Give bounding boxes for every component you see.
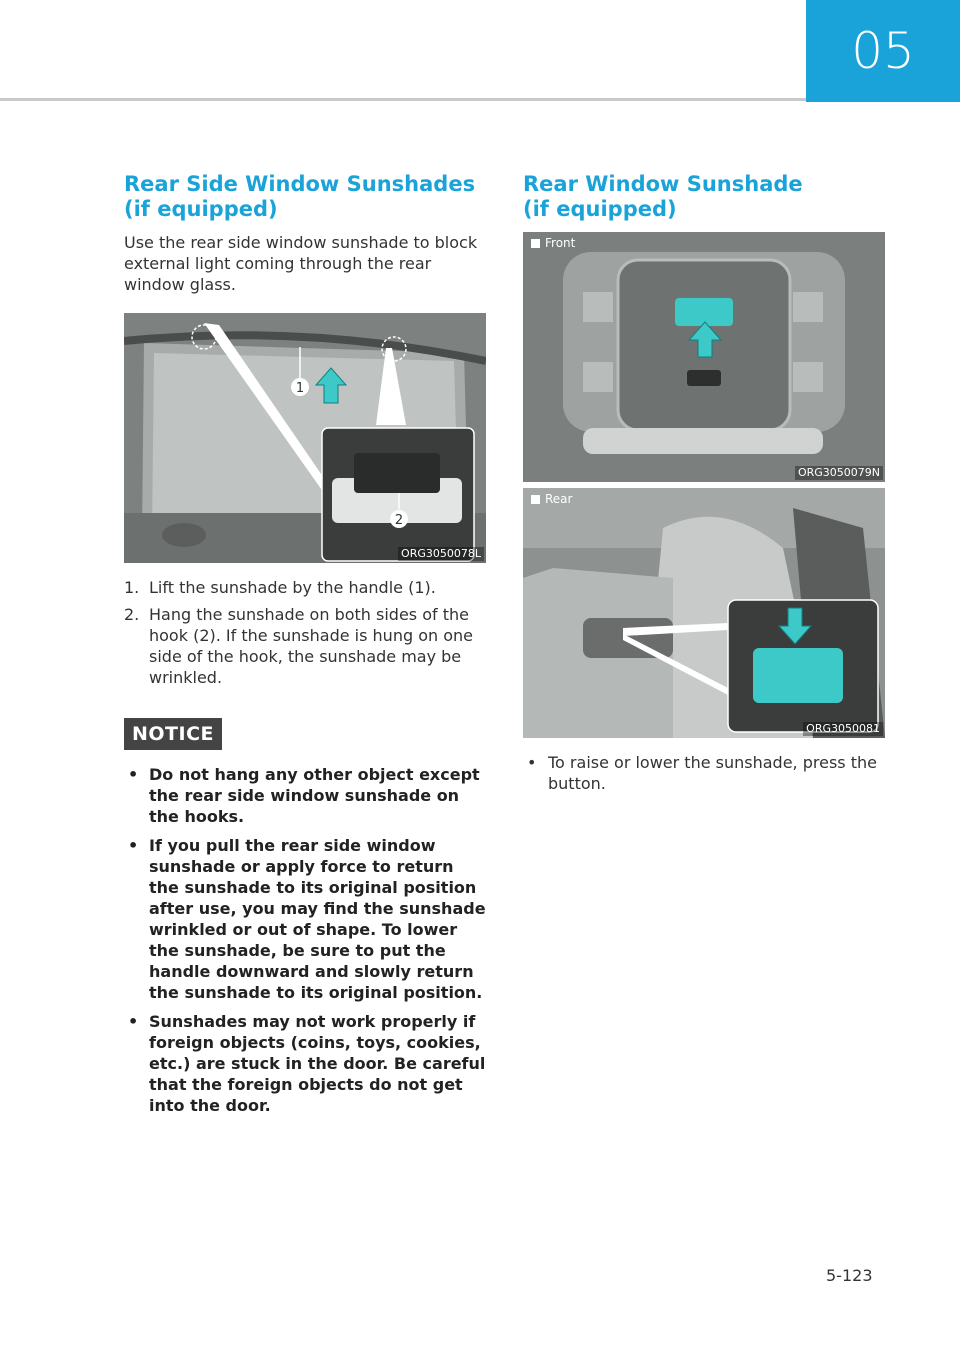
section-title-rear-side-sunshades [124,172,486,222]
section-title-rear-window-sunshade [523,172,885,222]
chapter-tab [806,0,960,102]
notice-text: If you pull the rear side window sunshade or apply force to return the sunshade to its original position after use, you may find the sunshade wrinkled or out of shape. To lower the sunshade, be sure to put the handle downward and slowly return the sunshade to its original position. [149,836,486,1002]
bullet-text: To raise or lower the sunshade, press the button. [548,753,877,793]
page-number: 5-123 [826,1266,873,1285]
list-item [124,835,486,1003]
list-item [124,764,486,827]
notice-text: Do not hang any other object except the rear side window sunshade on the hooks. [149,765,480,826]
notice-text: Sunshades may not work properly if foreign objects (coins, toys, cookies, etc.) are stuck in the door. Be careful that the foreign objects do not get into the door. [149,1012,486,1115]
left-column [124,172,486,1124]
bullet-icon: • [527,753,537,772]
right-column [523,172,885,794]
notice-badge: NOTICE [124,718,222,750]
right-bullet-list [523,752,885,794]
callout-2: 2 [394,513,404,528]
chapter-number: 05 [851,22,915,80]
steps-list [124,577,486,688]
figure-code: ORG3050081 [803,722,883,736]
figure-label-front: Front [531,236,575,250]
figure-rear-seats [523,488,885,738]
list-item [523,752,885,794]
figure-code: ORG3050079N [795,466,883,480]
title-line-2: (if equipped) [523,197,677,221]
list-item [124,577,486,598]
title-line-1: Rear Window Sunshade [523,172,803,196]
bullet-icon: • [128,836,139,855]
bullet-icon: • [128,765,139,784]
figure-label-rear: Rear [531,492,572,506]
list-item [124,1011,486,1116]
callout-1: 1 [295,381,305,396]
step-number: 2. [124,605,140,624]
step-number: 1. [124,578,140,597]
figure-front-console [523,232,885,482]
overhead-console-illustration [523,232,885,482]
bullet-icon: • [128,1012,139,1031]
figure-code: ORG3050078L [398,547,484,561]
title-line-1: Rear Side Window Sunshades [124,172,476,196]
step-text: Hang the sunshade on both sides of the hook (2). If the sunshade is hung on one side of the hook, the sunshade may be wrinkled. [149,605,473,687]
title-line-2: (if equipped) [124,197,278,221]
square-icon [531,239,540,248]
header-rule [0,98,806,101]
list-item [124,604,486,688]
figure-rear-side-sunshade [124,313,486,563]
rear-seat-button-illustration [523,488,885,738]
intro-paragraph: Use the rear side window sunshade to block external light coming through the rear window glass. [124,233,478,294]
notice-list [124,764,486,1116]
step-text: Lift the sunshade by the handle (1). [149,578,436,597]
rear-side-window-illustration [124,313,486,563]
square-icon [531,495,540,504]
